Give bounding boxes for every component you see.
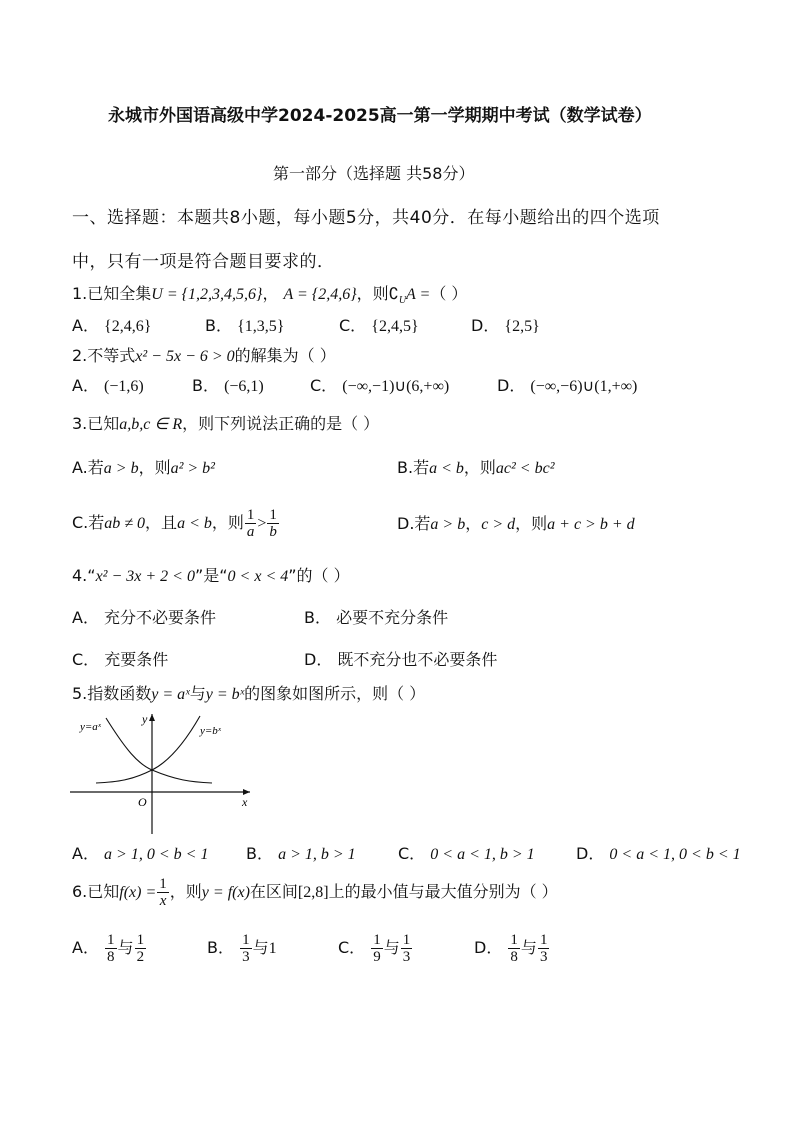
q2-suffix: 的解集为（ ）	[234, 346, 336, 365]
q2-option-a	[72, 376, 144, 397]
q6-prefix: 6.已知	[72, 882, 120, 901]
question-6-stem	[72, 874, 558, 911]
option-label: C．	[398, 844, 426, 863]
q6-interval: [2,8]	[297, 884, 329, 901]
option-label: D．	[497, 376, 526, 395]
q4-option-c: C． 充要条件	[72, 650, 169, 669]
q4-expr-1: x² − 3x + 2 < 0	[95, 568, 195, 585]
denominator: 9	[373, 949, 381, 965]
numerator: 1	[242, 932, 250, 948]
q2-option-b	[192, 376, 264, 397]
q1-set-u: U = {1,2,3,4,5,6}	[151, 286, 263, 303]
q6-expr: y = f(x)	[201, 884, 250, 901]
option-then: ，则	[211, 513, 244, 532]
q6-then: ，则	[169, 882, 202, 901]
fraction	[105, 932, 117, 965]
option-label: A．	[72, 938, 99, 957]
fraction	[267, 507, 279, 540]
exponential-graph	[66, 708, 256, 838]
q5-option-d	[576, 844, 741, 865]
question-2-stem	[72, 346, 336, 367]
option-conclusion: a + c > b + d	[547, 516, 635, 533]
numerator: 1	[246, 507, 255, 523]
q3-condition: a,b,c ∈ R	[119, 416, 183, 433]
denominator: 2	[136, 949, 145, 965]
option-label: B．	[205, 316, 232, 335]
fraction	[245, 507, 257, 540]
denominator: 8	[107, 949, 115, 965]
q3-option-b	[397, 458, 554, 479]
q6-option-a	[72, 930, 147, 966]
q5-suffix: 的图象如图所示，则（ ）	[244, 684, 426, 703]
option-label: B.若	[397, 458, 430, 477]
option-conclusion: ac² < bc²	[495, 460, 555, 477]
option-value: 1	[268, 940, 277, 957]
option-condition: ab ≠ 0	[104, 515, 146, 532]
q6-option-d	[474, 930, 550, 966]
option-condition: a < b	[429, 460, 464, 477]
q4-stem-3: ”的（ ）	[288, 566, 350, 585]
q2-prefix: 2.不等式	[72, 346, 136, 365]
word-and: 与	[252, 938, 269, 957]
numerator: 1	[539, 932, 548, 948]
option-label: C.若	[72, 513, 105, 532]
label-x-axis: x	[242, 795, 248, 809]
option-label: A．	[72, 316, 99, 335]
option-value: (−1,6)	[104, 378, 144, 395]
fraction	[538, 932, 550, 965]
option-value: {2,4,6}	[104, 318, 152, 335]
numerator: 1	[136, 932, 145, 948]
q4-option-d: D． 既不充分也不必要条件	[304, 650, 498, 669]
option-then: ，则	[463, 458, 496, 477]
q1-complement: ∁	[388, 286, 399, 303]
section-instructions-line2: 中，只有一项是符合题目要求的．	[72, 252, 335, 272]
q4-expr-2: 0 < x < 4	[227, 568, 289, 585]
exam-title: 永城市外国语高级中学2024-2025高一第一学期期中考试（数学试卷）	[108, 106, 652, 126]
q3-option-d	[397, 514, 635, 535]
numerator: 1	[373, 932, 381, 948]
q1-prefix: 1.已知全集	[72, 284, 152, 303]
option-value: {2,4,5}	[371, 318, 419, 335]
q5-option-b	[246, 844, 356, 865]
part-heading: 第一部分（选择题 共58分）	[273, 164, 475, 183]
q4-stem-1: 4.“	[72, 566, 96, 585]
question-5-stem	[72, 684, 425, 705]
option-value: 0 < a < 1, b > 1	[430, 846, 535, 863]
option-label: A．	[72, 376, 99, 395]
label-curve-a: y=aˣ	[80, 721, 101, 733]
q3-option-a	[72, 458, 215, 479]
q4-stem-2: ”是“	[194, 566, 228, 585]
denominator: 3	[539, 949, 548, 965]
fraction	[401, 932, 413, 965]
q1-mid: ，则	[356, 284, 389, 303]
q6-option-b	[207, 930, 277, 967]
q6-in-interval: 在区间	[249, 882, 298, 901]
option-label: B．	[207, 938, 234, 957]
numerator: 1	[402, 932, 411, 948]
q6-suffix: 上的最小值与最大值分别为（ ）	[328, 882, 558, 901]
label-y-axis: y	[142, 712, 148, 726]
word-and: 与	[520, 938, 537, 957]
question-3-stem	[72, 414, 379, 435]
q1-option-a	[72, 316, 151, 337]
word-and: 与	[383, 938, 400, 957]
option-label: A.若	[72, 458, 104, 477]
section-instructions-line1: 一、选择题：本题共8小题，每小题5分，共40分．在每小题给出的四个选项	[72, 208, 660, 228]
option-value: (−∞,−1)∪(6,+∞)	[342, 378, 450, 395]
option-then: ，则	[138, 458, 171, 477]
option-condition: a > b	[430, 516, 466, 533]
gt-sign: >	[257, 515, 267, 532]
question-1-stem: 1.已知全集U = {1,2,3,4,5,6}， A = {2,4,6}，则$∁_UA$ =（ ）	[72, 284, 468, 307]
q2-option-d	[497, 376, 637, 397]
q6-function: f(x) =	[119, 884, 157, 901]
q1-set-a: A = {2,4,6}	[283, 286, 357, 303]
curve-a	[106, 718, 212, 783]
q3-prefix: 3.已知	[72, 414, 120, 433]
option-label: C．	[338, 938, 366, 957]
option-label: C．	[339, 316, 367, 335]
fraction	[240, 932, 252, 965]
numerator: 1	[159, 876, 167, 892]
q3-suffix: ，则下列说法正确的是（ ）	[182, 414, 380, 433]
numerator: 1	[269, 507, 277, 523]
denominator: b	[269, 524, 277, 540]
option-value: (−6,1)	[224, 378, 264, 395]
fraction	[371, 932, 383, 965]
label-curve-b: y=bˣ	[200, 725, 221, 737]
denominator: 3	[402, 949, 411, 965]
option-then: ，则	[515, 514, 548, 533]
option-label: C．	[310, 376, 338, 395]
fraction	[135, 932, 147, 965]
option-value: 0 < a < 1, 0 < b < 1	[609, 846, 741, 863]
option-conclusion: a² > b²	[170, 460, 215, 477]
option-and: ，且	[145, 513, 178, 532]
question-4-stem	[72, 566, 350, 587]
fraction	[508, 932, 520, 965]
label-origin: O	[138, 795, 147, 809]
denominator: 8	[510, 949, 518, 965]
q1-paren: （ ）	[430, 284, 468, 303]
option-condition-2: c > d	[481, 516, 516, 533]
option-value: {1,3,5}	[237, 318, 285, 335]
q5-func-a: y = aˣ	[151, 686, 190, 703]
q1-complement-sub: U	[398, 295, 407, 307]
option-label: A．	[72, 844, 99, 863]
q4-option-a: A． 充分不必要条件	[72, 608, 217, 627]
option-value: (−∞,−6)∪(1,+∞)	[530, 378, 638, 395]
numerator: 1	[510, 932, 518, 948]
option-label: B．	[192, 376, 219, 395]
option-value: a > 1, b > 1	[278, 846, 356, 863]
option-label: B．	[246, 844, 273, 863]
option-condition: a > b	[103, 460, 139, 477]
denominator: x	[159, 893, 167, 909]
q5-func-b: y = bˣ	[205, 686, 245, 703]
q3-option-c	[72, 506, 280, 541]
q2-option-c	[310, 376, 449, 397]
denominator: a	[246, 524, 255, 540]
q5-prefix: 5.指数函数	[72, 684, 152, 703]
q2-inequality: x² − 5x − 6 > 0	[135, 348, 235, 365]
separator: ，	[465, 514, 482, 533]
q1-option-b	[205, 316, 284, 337]
option-value: a > 1, 0 < b < 1	[104, 846, 209, 863]
option-label: D．	[471, 316, 500, 335]
q6-option-c	[338, 930, 413, 966]
q5-option-a	[72, 844, 208, 865]
q4-option-b: B． 必要不充分条件	[304, 608, 449, 627]
q1-option-d	[471, 316, 540, 337]
fraction	[157, 876, 169, 909]
option-label: D．	[576, 844, 605, 863]
option-label: D.若	[397, 514, 431, 533]
q5-option-c	[398, 844, 535, 865]
q5-and: 与	[189, 684, 206, 703]
option-label: D．	[474, 938, 503, 957]
q1-option-c	[339, 316, 419, 337]
numerator: 1	[107, 932, 115, 948]
q1-complement-a: A =	[406, 286, 431, 303]
option-condition-2: a < b	[177, 515, 212, 532]
option-value: {2,5}	[504, 318, 540, 335]
word-and: 与	[117, 938, 134, 957]
y-axis-arrow	[149, 714, 155, 721]
denominator: 3	[242, 949, 250, 965]
